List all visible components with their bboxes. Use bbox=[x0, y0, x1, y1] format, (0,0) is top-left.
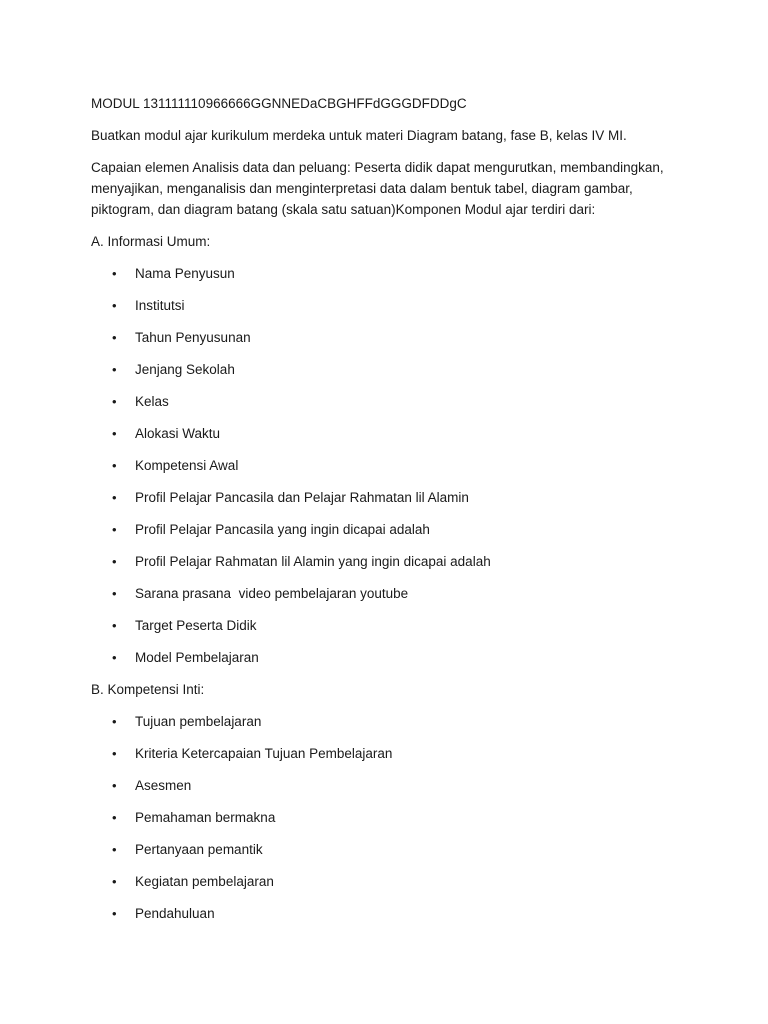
list-item bbox=[91, 263, 691, 284]
bullet-icon: • bbox=[112, 810, 117, 825]
bullet-icon: • bbox=[112, 874, 117, 889]
section-a-list bbox=[91, 263, 691, 668]
list-item bbox=[91, 839, 691, 860]
bullet-icon: • bbox=[112, 842, 117, 857]
bullet-icon: • bbox=[112, 650, 117, 665]
list-item-text: Pertanyaan pemantik bbox=[135, 842, 263, 857]
list-item-text: Kriteria Ketercapaian Tujuan Pembelajaran bbox=[135, 746, 393, 761]
list-item bbox=[91, 743, 691, 764]
list-item bbox=[91, 775, 691, 796]
list-item-text: Profil Pelajar Pancasila dan Pelajar Rahmatan lil Alamin bbox=[135, 490, 469, 505]
list-item bbox=[91, 583, 691, 604]
list-item bbox=[91, 647, 691, 668]
list-item bbox=[91, 871, 691, 892]
list-item-text: Kegiatan pembelajaran bbox=[135, 874, 274, 889]
bullet-icon: • bbox=[112, 586, 117, 601]
list-item bbox=[91, 487, 691, 508]
bullet-icon: • bbox=[112, 906, 117, 921]
bullet-icon: • bbox=[112, 554, 117, 569]
bullet-icon: • bbox=[112, 746, 117, 761]
bullet-icon: • bbox=[112, 298, 117, 313]
section-b-heading: B. Kompetensi Inti: bbox=[91, 682, 205, 697]
list-item-text: Institutsi bbox=[135, 298, 185, 313]
list-item-text: Jenjang Sekolah bbox=[135, 362, 235, 377]
list-item-text: Profil Pelajar Pancasila yang ingin dicapai adalah bbox=[135, 522, 430, 537]
document-title: MODUL 131111110966666GGNNEDaCBGHFFdGGGDFDDgC bbox=[91, 96, 467, 111]
list-item bbox=[91, 519, 691, 540]
list-item-text: Model Pembelajaran bbox=[135, 650, 259, 665]
intro-paragraph: Buatkan modul ajar kurikulum merdeka untuk materi Diagram batang, fase B, kelas IV MI. bbox=[91, 128, 627, 143]
list-item-text: Kelas bbox=[135, 394, 169, 409]
list-item-text: Kompetensi Awal bbox=[135, 458, 239, 473]
capaian-paragraph: Capaian elemen Analisis data dan peluang: Peserta didik dapat mengurutkan, membandingkan, menyajikan, menganalisis dan menginterpretasi data dalam bentuk tabel, diagram gambar, piktogram, dan diagram batang (skala satu satuan)Komponen Modul ajar terdiri dari: bbox=[91, 160, 664, 217]
list-item-text: Tahun Penyusunan bbox=[135, 330, 251, 345]
bullet-icon: • bbox=[112, 426, 117, 441]
bullet-icon: • bbox=[112, 458, 117, 473]
bullet-icon: • bbox=[112, 362, 117, 377]
list-item-text: Profil Pelajar Rahmatan lil Alamin yang ingin dicapai adalah bbox=[135, 554, 491, 569]
bullet-icon: • bbox=[112, 266, 117, 281]
list-item bbox=[91, 295, 691, 316]
list-item-text: Tujuan pembelajaran bbox=[135, 714, 262, 729]
bullet-icon: • bbox=[112, 490, 117, 505]
list-item-text: Pemahaman bermakna bbox=[135, 810, 276, 825]
bullet-icon: • bbox=[112, 714, 117, 729]
bullet-icon: • bbox=[112, 330, 117, 345]
list-item-text: Target Peserta Didik bbox=[135, 618, 257, 633]
list-item bbox=[91, 807, 691, 828]
section-a-heading: A. Informasi Umum: bbox=[91, 234, 211, 249]
list-item bbox=[91, 455, 691, 476]
section-b-list bbox=[91, 711, 691, 924]
list-item-text: Pendahuluan bbox=[135, 906, 215, 921]
list-item-text: Nama Penyusun bbox=[135, 266, 235, 281]
list-item bbox=[91, 423, 691, 444]
bullet-icon: • bbox=[112, 778, 117, 793]
list-item bbox=[91, 615, 691, 636]
list-item-text: Asesmen bbox=[135, 778, 192, 793]
bullet-icon: • bbox=[112, 618, 117, 633]
list-item-text: Alokasi Waktu bbox=[135, 426, 221, 441]
bullet-icon: • bbox=[112, 522, 117, 537]
bullet-icon: • bbox=[112, 394, 117, 409]
list-item-text: Sarana prasana video pembelajaran youtube bbox=[135, 586, 409, 601]
list-item bbox=[91, 903, 691, 924]
list-item bbox=[91, 551, 691, 572]
document-page bbox=[91, 93, 691, 935]
list-item bbox=[91, 359, 691, 380]
list-item bbox=[91, 327, 691, 348]
list-item bbox=[91, 711, 691, 732]
list-item bbox=[91, 391, 691, 412]
